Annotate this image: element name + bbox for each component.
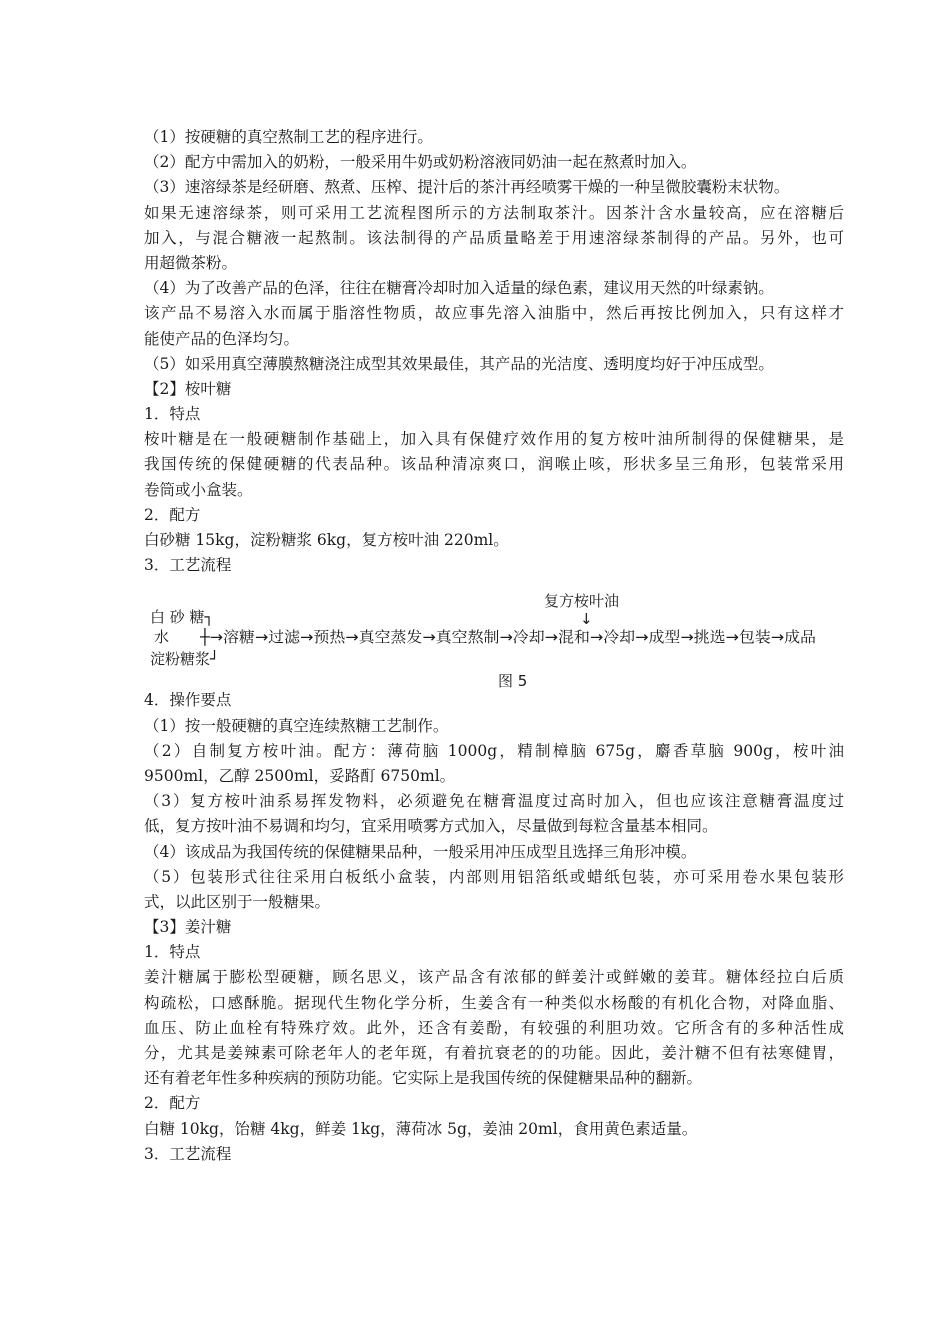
figure-additive-label: 复方桉叶油 (544, 592, 620, 611)
subsection-heading: 1．特点 (144, 405, 201, 424)
text-line: （4）为了改善产品的色泽，往往在糖膏冷却时加入适量的绿色素，建议用天然的叶绿素钠。 (144, 279, 774, 298)
text-line: 如果无速溶绿茶，则可采用工艺流程图所示的方法制取茶汁。因茶汁含水量较高，应在溶糖后 (144, 203, 844, 222)
text-line: 低，复方按叶油不易调和均匀，宜采用喷雾方式加入，尽量做到每粒含量基本相同。 (144, 817, 718, 836)
subsection-heading: 4．操作要点 (144, 691, 232, 710)
text-line: （4）该成品为我国传统的保健糖果品种，一般采用冲压成型且选择三角形冲模。 (144, 842, 697, 861)
figure-caption: 图 5 (498, 672, 528, 689)
subsection-heading: 2．配方 (144, 505, 201, 524)
text-line: （3）速溶绿茶是经研磨、熬煮、压榨、提汁后的茶汁再经喷雾干燥的一种呈微胶囊粉末状物。 (144, 178, 790, 197)
text-line: （1）按一般硬糖的真空连续熬糖工艺制作。 (144, 716, 449, 735)
figure-input-label: 淀粉糖浆┘ (150, 650, 220, 669)
text-line: 白糖 10kg，饴糖 4kg，鲜姜 1kg，薄荷冰 5g，姜油 20ml，食用黄色素适量。 (144, 1119, 698, 1138)
text-line: 血压、防止血栓有特殊疗效。此外，还含有姜酚，有较强的利胆功效。它所含有的多种活性成 (144, 1018, 844, 1037)
text-line: （1）按硬糖的真空熬制工艺的程序进行。 (144, 128, 433, 146)
document-page (144, 125, 844, 1167)
subsection-heading: 3．工艺流程 (144, 1144, 232, 1163)
down-arrow-icon: ↓ (580, 610, 593, 629)
figure-input-label: 水 (154, 628, 170, 647)
process-flow-diagram (144, 578, 844, 688)
text-line: 还有着老年性多种疾病的预防功能。它实际上是我国传统的保健糖果品种的翻新。 (144, 1069, 703, 1088)
text-line: 该产品不易溶入水而属于脂溶性物质，故应事先溶入油脂中，然后再按比例加入，只有这样才 (144, 304, 844, 323)
text-line: 构疏松，口感酥脆。据现代生物化学分析，生姜含有一种类似水杨酸的有机化合物，对降血脂、 (144, 993, 844, 1012)
process-flow-figure (144, 578, 844, 688)
text-line: 白砂糖 15kg，淀粉糖浆 6kg，复方桉叶油 220ml。 (144, 531, 509, 549)
text-line: 9500ml，乙醇 2500ml，妥路酊 6750ml。 (144, 766, 456, 785)
text-block-2 (144, 688, 844, 1167)
subsection-heading: 1．特点 (144, 943, 201, 962)
text-line: 式，以此区别于一般糖果。 (144, 892, 331, 911)
text-line: （3）复方桉叶油系易挥发物料，必须避免在糖膏温度过高时加入，但也应该注意糖膏温度过 (144, 792, 844, 811)
text-line: 加入，与混合糖液一起熬制。该法制得的产品质量略差于用速溶绿茶制得的产品。另外，也可 (144, 228, 844, 247)
text-line: （2）配方中需加入的奶粉，一般采用牛奶或奶粉溶液同奶油一起在熬煮时加入。 (144, 153, 697, 172)
text-line: 能使产品的色泽均匀。 (144, 329, 300, 348)
text-line: 用超微茶粉。 (144, 253, 238, 272)
subsection-heading: 3．工艺流程 (144, 556, 232, 575)
text-line: 分，尤其是姜辣素可除老年人的老年斑，有着抗衰老的的功能。因此，姜汁糖不但有祛寒健胃， (144, 1044, 844, 1062)
text-block-1 (144, 125, 844, 578)
section-heading: 【2】桉叶糖 (144, 379, 232, 398)
text-line: （5）如采用真空薄膜熬糖浇注成型其效果最佳，其产品的光洁度、透明度均好于冲压成型。 (144, 354, 774, 373)
text-line: 桉叶糖是在一般硬糖制作基础上，加入具有保健疗效作用的复方桉叶油所制得的保健糖果，是 (144, 430, 844, 449)
text-line: （2）自制复方桉叶油。配方：薄荷脑 1000g，精制樟脑 675g，麝香草脑 900g，桉叶油 (144, 741, 844, 760)
text-line: 姜汁糖属于膨松型硬糖，顾名思义，该产品含有浓郁的鲜姜汁或鲜嫩的姜茸。糖体经拉白后质 (144, 968, 844, 987)
subsection-heading: 2．配方 (144, 1094, 201, 1113)
section-heading: 【3】姜汁糖 (144, 918, 232, 937)
figure-input-label: 白 砂 糖┐ (150, 608, 214, 627)
text-line: 我国传统的保健硬糖的代表品种。该品种清凉爽口，润喉止咳，形状多呈三角形，包装常采用 (144, 455, 844, 474)
figure-flow-chain: ┼→溶糖→过滤→预热→真空蒸发→真空熬制→冷却→混和→冷却→成型→挑选→包装→成品 (200, 628, 780, 647)
text-line: 卷筒或小盒装。 (144, 480, 253, 499)
text-line: （5）包装形式往往采用白板纸小盒装，内部则用铝箔纸或蜡纸包装，亦可采用卷水果包装形 (144, 867, 844, 886)
